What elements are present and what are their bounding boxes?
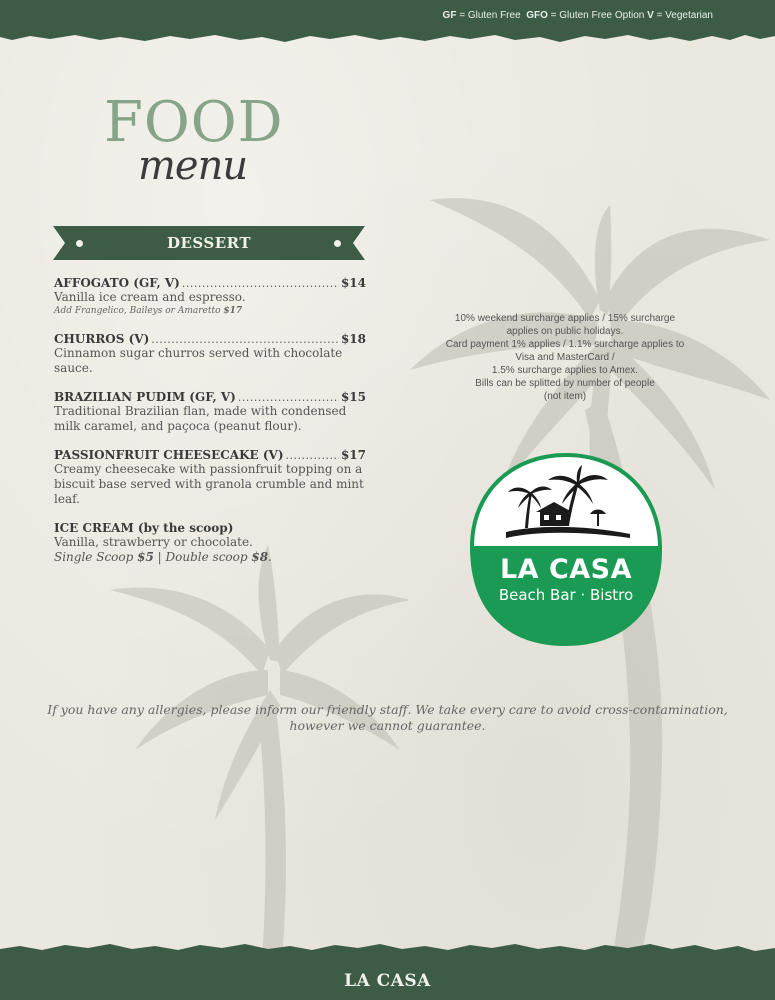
item-price: $17 <box>340 448 366 462</box>
dessert-list <box>54 276 366 579</box>
info-line: 10% weekend surcharge applies / 15% surcharge <box>454 313 676 324</box>
dot-leader <box>238 391 339 404</box>
allergy-notice <box>20 702 755 734</box>
footer-brand: LA CASA <box>344 971 431 991</box>
allergy-line: If you have any allergies, please inform our friendly staff. We take every care to avoid cross-contamination, <box>47 702 728 717</box>
addon-price: $17 <box>223 306 243 316</box>
menu-item-brazilian-pudim <box>54 390 366 434</box>
dot-leader <box>286 449 339 462</box>
item-price: $18 <box>340 332 366 346</box>
menu-item-churros <box>54 332 366 376</box>
item-name: AFFOGATO (GF, V) <box>54 276 180 290</box>
addon-text: Add Frangelico, Baileys or Amaretto <box>54 306 221 316</box>
info-line: Card payment 1% applies / 1.1% surcharge applies to <box>445 339 685 350</box>
menu-item-affogato <box>54 276 366 318</box>
dot-leader <box>182 277 339 290</box>
legend-gfo-text: = Gluten Free Option <box>550 10 645 21</box>
legend-v-text: = Vegetarian <box>656 10 713 21</box>
legend-v-code: V <box>647 10 654 21</box>
item-description: Cinnamon sugar churros served with chocolate sauce. <box>54 346 343 375</box>
dot-leader <box>151 333 339 346</box>
info-line: Visa and MasterCard / <box>515 352 615 363</box>
item-description: Traditional Brazilian flan, made with condensed milk caramel, and paçoca (peanut flour). <box>54 404 347 433</box>
single-scoop-price: $5 <box>137 550 154 564</box>
item-name: ICE CREAM (by the scoop) <box>54 521 234 535</box>
allergy-line: however we cannot guarantee. <box>289 718 486 733</box>
section-title: DESSERT <box>166 234 252 252</box>
legend-gf-code: GF <box>442 10 457 21</box>
item-description: Vanilla, strawberry or chocolate. <box>54 535 253 549</box>
menu-title: FOOD <box>104 90 284 155</box>
info-line: 1.5% surcharge applies to Amex. <box>491 365 639 376</box>
logo-subtitle: Beach Bar · Bistro <box>498 586 634 604</box>
info-line: (not item) <box>543 391 587 402</box>
item-name: BRAZILIAN PUDIM (GF, V) <box>54 390 236 404</box>
dietary-legend <box>443 10 713 21</box>
menu-item-ice-cream <box>54 521 366 565</box>
legend-gf-text: = Gluten Free <box>459 10 521 21</box>
item-description: Vanilla ice cream and espresso. <box>54 290 246 304</box>
scoop-pricing <box>54 550 366 565</box>
item-price: $15 <box>340 390 366 404</box>
price-separator: | <box>157 550 162 564</box>
single-scoop-label: Single Scoop <box>54 550 134 564</box>
legend-gfo-code: GFO <box>526 10 548 21</box>
item-name: PASSIONFRUIT CHEESECAKE (V) <box>54 448 284 462</box>
info-line: applies on public holidays. <box>506 326 624 337</box>
info-line: Bills can be splitted by number of people <box>475 378 655 389</box>
double-scoop-price: $8 <box>251 550 269 564</box>
double-scoop-label: Double scoop <box>165 550 248 564</box>
item-price: $14 <box>340 276 366 290</box>
item-addon-note <box>54 305 366 318</box>
top-torn-edge <box>0 30 775 46</box>
menu-item-passionfruit-cheesecake <box>54 448 366 507</box>
logo-title: LA CASA <box>499 554 633 585</box>
end-mark: . <box>268 550 272 564</box>
la-casa-logo <box>470 452 662 647</box>
item-description: Creamy cheesecake with passionfruit topping on a biscuit base served with granola crumble and mint leaf. <box>54 462 364 506</box>
surcharge-info <box>420 312 710 403</box>
menu-subtitle: menu <box>138 143 248 189</box>
item-name: CHURROS (V) <box>54 332 150 346</box>
